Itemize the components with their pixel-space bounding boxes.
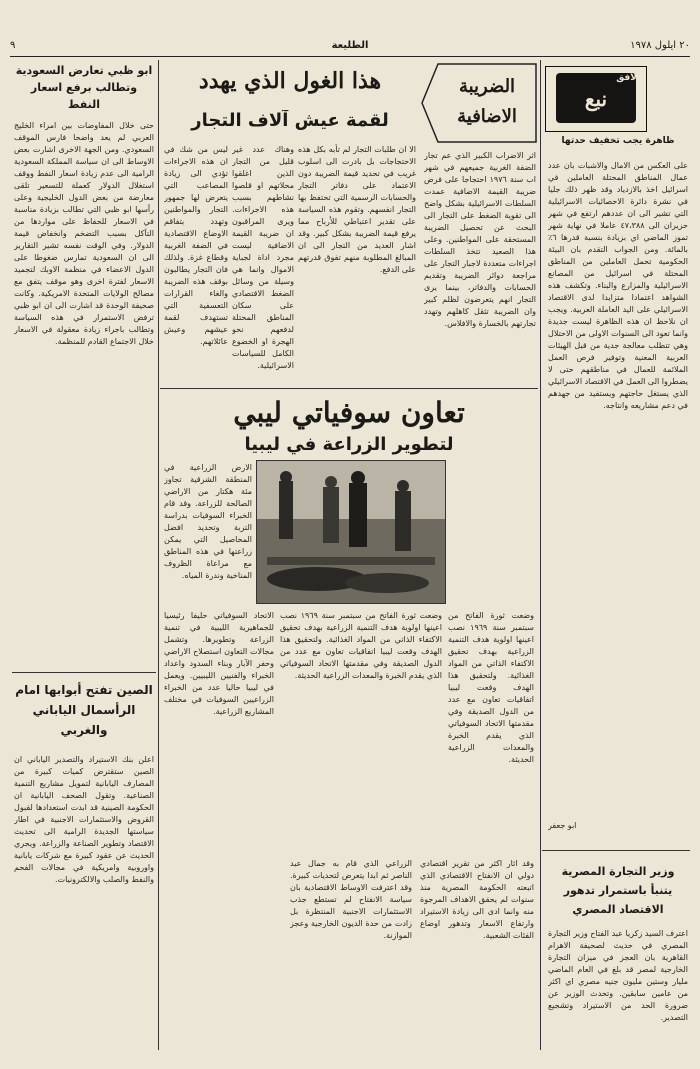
saudi-headline: ابو ظبي تعارض السعودية وتطالب برفع اسعار النفط (15, 64, 153, 111)
column-rule (540, 60, 541, 1050)
egypt-headline (548, 862, 688, 922)
egypt-body-mid: وقد اثار اكثر من تقرير اقتصادي دولي ان الانفتاح الاقتصادي الذي اتبعته الحكومة المصرية منذ سنوات لم يحقق الاهداف المرجوة منه وانما ادى الى زيادة الاستيراد وارتفاع الاسعار وتدهور اوضاع الفئات الشعبية. (420, 859, 534, 940)
section-byline: ابو جعفر (548, 821, 577, 830)
section-divider (12, 672, 156, 673)
ghoul-body-col2: وهناك عدد غير قليل من التجار الذين اغلقوا محلاتهم او قلصوا نشاطهم بسبب هذه الاجراءات. ويرى المراقبون ان ضريبة القيمة الاضافية ليست مجرد اداة لجباية الاموال وانما هي وسيلة من وسائل الضغط الاقتصادي على سكان المناطق المحتلة لدفعهم نحو الهجرة او الخضوع الكامل للسياسات الاسرائيلية. (232, 145, 294, 370)
egypt-body-right: اعترف السيد زكريا عبد الفتاح وزير التجارة المصري في حديث لصحيفة الاهرام القاهرية بان العجز في ميزان التجارة الخارجية لمصر قد بلغ في العام الماضي مليار وستين مليون جنيه مصري اي اكثر من عامين سابقين. وتحدث الوزير عن ضرورة الحد من الاستيراد وتشجيع التصدير. (548, 929, 688, 1022)
section-body: على العكس من الامال والاشبات بان عدد عمال المناطق المحتلة العاملين في اسرائيل اخذ بالازدياد وقد ظهر ذلك جليا في نشرة دائرة الاحصائيات الاسرائيلية التي تشير الى ان عددهم ارتفع في شهر حزيران الى ٤٧،٣٨٨ عاملا في نهاية شهر تموز الماضي اي بزيادة بنسبة قدرها ٦٪ بالمائة. ومن الجواب التقدم بان البيئة الحكومية تحمل العاملين من المناطق المحتلة في اسرائيل من المصانع الاسرائيلية والمزارع والبناء. وتكشف هذه الشواهد اعتمادا متزايدا لدى الاقتصاد الاسرائيلي على اليد العاملة العربية. ويجب ان نلاحظ ان هذه الظاهرة ليست جديدة وانما تعود الى السنوات الاولى من الاحتلال وهي تتطلب معالجة جدية من قبل الهيئات العربية المعنية وتوفير فرص العمل الملائمة للعمال في مناطقهم حتى لا يضطروا الى العمل في الاقتصاد الاسرائيلي الذي يستغل حاجتهم ويستفيد من جهدهم في دعم مشاريعه وانتاجه. (548, 161, 688, 410)
egypt-headline-line3: الاقتصاد المصري (572, 903, 664, 916)
ghoul-subheadline: لقمة عيش آلاف التجار (191, 110, 389, 131)
section-logo (545, 66, 647, 132)
ghoul-body-col3: ليس من شك في ان هذه الاجراءات تؤدي الى زيادة المصاعب التي يتعرض لها جمهور التجار والمواطنين وتهدد بتفاقم الاوضاع الاقتصادية في الضفة الغربية وقطاع غزة. ولذلك فان التجار يطالبون بوقف هذه الضريبة والغاء القرارات التعسفية التي تستهدف لقمة عيشهم وعيش عائلاتهم. (164, 145, 228, 346)
section-logo-sub: الأفق (616, 73, 640, 83)
ghoul-headline: هذا الغول الذي يهدد (198, 68, 382, 94)
ghoul-body-col1: الا ان طلبات التجار لم تأبه بكل هذه الاحتجاجات بل بادرت الى اسلوب غريب في تحديد قيمة الضريبة دون الاعتماد على دفاتر التجار والحسابات الرسمية التي تحتفظ بها التجار انفسهم. وتقوم هذه السياسة على تقدير اعتباطي للأرباح مما يرفع قيمة الضريبة بشكل كبير. وقد اشار العديد من التجار الى ان المبالغ المطلوبة منهم تفوق قدرتهم على الدفع. (298, 145, 416, 274)
section-divider (542, 850, 690, 851)
china-body: اعلن بنك الاستيراد والتصدير الياباني ان الصين ستقترض كميات كبيرة من المصارف اليابانية لتمويل مشاريع التنمية الصناعية. وتقول الصحف اليابانية ان الحكومة الصينية قد ابدت استعدادها لقبول القروض والاستثمارات الاجنبية في اطار سياستها الجديدة الرامية الى تحديث الاقتصاد وتطوير الصناعة والزراعة. ويجري الحديث عن عقود كبيرة مع شركات يابانية واوروبية وامريكية في مجالات الفحم والنفط والصلب والالكترونيات. (14, 755, 154, 884)
soviet-body-col2: الارض الزراعية في المنطقة الشرقية تجاوز مئة هكتار من الاراضي الصالحة للزراعة. وقد قام الخبراء السوفيات بدراسة التربة وتحديد افضل المحاصيل التي يمكن زراعتها في هذه المناطق مع مراعاة الظروف المناخية وندرة المياه. (164, 463, 252, 580)
page-masthead (10, 38, 690, 57)
saudi-body: حتى خلال المفاوضات بين امراء الخليج العربي لم يعد واضحا فارس الموقف السعودي. ومن الجهة الاخرى اشارت بعض الاوساط الى ان سياسة المملكة السعودية الرامية الى عدم زيادة اسعار النفط ووقف استغلال الدولار كعملة للتسعير تلقى معارضة من بعض الدول الخليجية وعلى رأسها ابو ظبي التي تطالب بزيادة مناسبة في الاسعار للحفاظ على مواردها من التآكل بسبب التضخم وانخفاض قيمة الدولار. وفي الوقت نفسه تشير التقارير الى ان السعودية تمارس ضغوطا على الدول الاعضاء في منظمة الاوبك لتجميد الاسعار لفترة اخرى وهو موقف يتفق مع مصالح الولايات المتحدة الامريكية. وكانت صحيفة الوحدة قد اشارت الى ان ابو ظبي ترفض الاستمرار في هذه السياسة وتطالب باجراء زيادة معقولة في الاسعار خلال الاجتماع القادم للمنظمة. (14, 121, 154, 346)
soviet-body-col3: وضعت ثورة الفاتح من سبتمبر سنة ١٩٦٩ نصب اعينها اولوية هدف التنمية الزراعية بهدف تحقيق الاكتفاء الذاتي من المواد الغذائية. ولتحقيق هذا الهدف وقعت ليبيا اتفاقيات تعاون مع عدد من الدول الصديقة وفي مقدمتها الاتحاد السوفياتي الذي يقدم الخبرة والمعدات الزراعية الحديثة. (448, 611, 534, 764)
newspaper-name: الطليعة (331, 40, 369, 51)
section-subhead: ظاهرة يجب تخفيف حدتها (561, 136, 675, 146)
china-headline: الصين تفتح أبوابها امام الرأسمال الياباني والغربي (15, 683, 153, 737)
egypt-body-left: الزراعي الذي قام به جمال عبد الناصر ثم ابدا يتعرض لتحديات كبيرة. وقد اعترفت الاوساط الاقتصادية بان سياسة الانفتاح لم تستطع جذب الاستثمارات الاجنبية المنتظرة بل زادت من حدة الديون الخارجية وعجز الموازنة. (290, 859, 412, 940)
soviet-body-col1: الاتحاد السوفياتي حليفا رئيسيا للجماهيرية الليبية في تنمية الزراعة وتطويرها. وتشمل مجالات التعاون استصلاح الاراضي وحفر الآبار وبناء السدود واعداد الخبراء والفنيين الليبيين. ويعمل في ليبيا حاليا عدد من الخبراء الزراعيين السوفيات في مختلف المشاريع الزراعية. (164, 611, 274, 716)
egypt-headline-line1: وزير التجارة المصرية (561, 865, 675, 878)
egypt-headline-line2: يتنبأ باستمرار تدهور (563, 884, 673, 897)
soviet-subheadline: لتطوير الزراعة في ليبيا (244, 434, 454, 455)
tax-headline: الضريبة الاضافية (457, 76, 517, 127)
soviet-body-extra: وضعت ثورة الفاتح من سبتمبر سنة ١٩٦٩ نصب اعينها اولوية هدف التنمية الزراعية بهدف تحقيق الاكتفاء الذاتي من المواد الغذائية. ولتحقيق هذا الهدف وقعت ليبيا اتفاقيات تعاون مع عدد من الدول الصديقة وفي مقدمتها الاتحاد السوفياتي الذي يقدم الخبرة والمعدات الزراعية الحديثة. (280, 611, 442, 680)
tax-body: اثر الاضراب الكبير الذي عم تجار الضفة الغربية جميعهم في شهر اب سنة ١٩٧٦ احتجاجا على فرض ضريبة القيمة الاضافية عمدت السلطات الاسرائيلية بشكل واضح الى تقوية الضغط على التجار الى البحث عن تحصيل الضريبة المستحقة على المواطنين. وعلى هذا الصعيد تتخذ السلطات اجراءات متعددة لاجبار التجار على مراجعة دوائر الضريبة وتقديم الحسابات والدفاتر، بينما يرى التجار انهم يتعرضون لظلم كبير وان الضريبة تثقل كاهلهم وتهدد تجارتهم بالخسارة والافلاس. (424, 151, 536, 328)
soviet-photo (256, 460, 446, 604)
farm-machinery-photo (257, 461, 445, 603)
issue-date: ٢٠ ايلول ١٩٧٨ (630, 40, 690, 51)
section-logo-word: نبع (584, 87, 608, 111)
soviet-headline: تعاون سوفياتي ليبي (233, 396, 465, 429)
page-number: ٩ (10, 40, 16, 51)
column-rule (158, 60, 159, 1050)
section-divider (160, 388, 538, 389)
